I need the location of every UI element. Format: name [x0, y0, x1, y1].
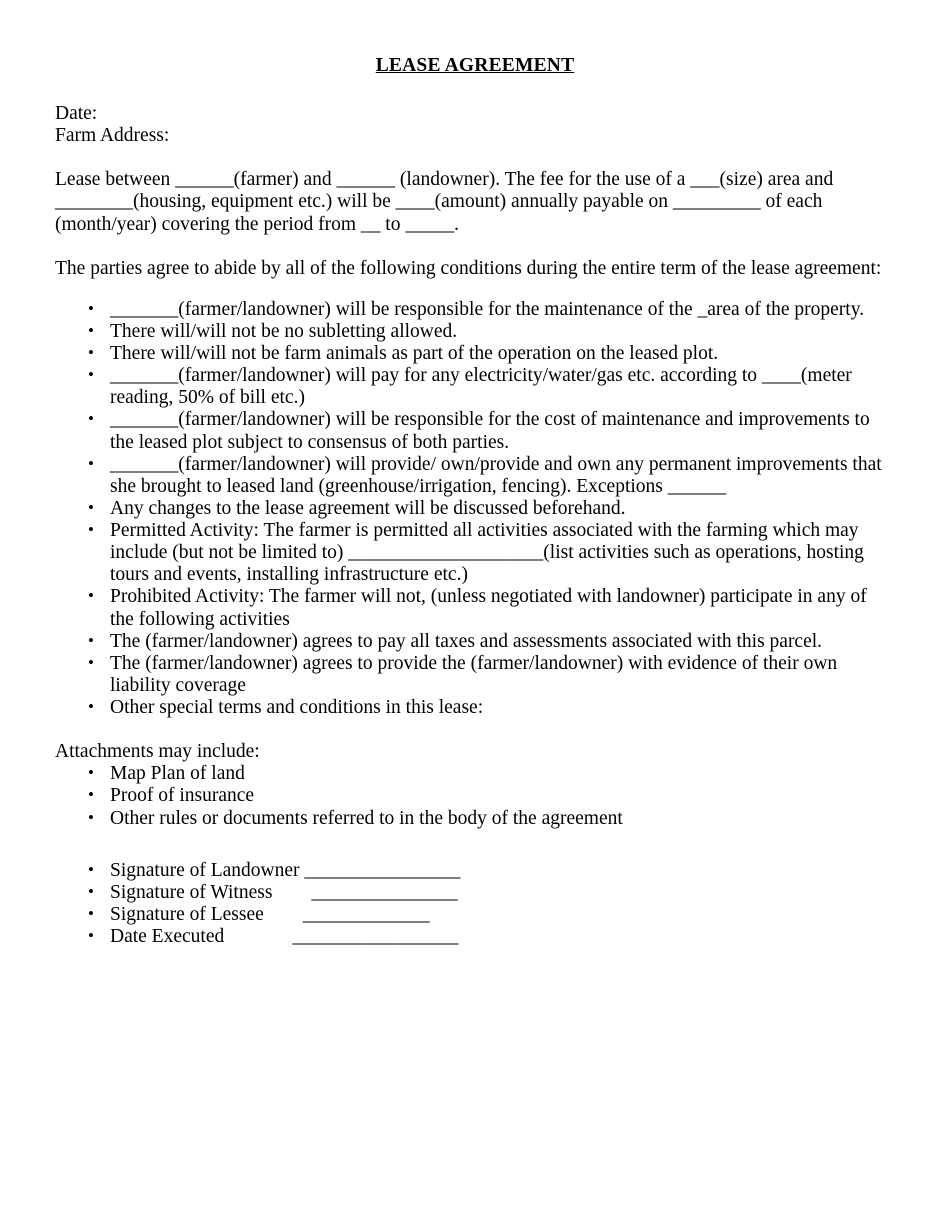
page-title: LEASE AGREEMENT	[375, 55, 575, 76]
signature-row-date-executed	[55, 926, 892, 948]
list-item: • _______(farmer/landowner) will be responsible for the cost of maintenance and improvements to the leased plot subject to consensus of both parties.	[55, 409, 892, 453]
list-item: • There will/will not be no subletting allowed.	[55, 321, 892, 343]
list-item: • There will/will not be farm animals as part of the operation on the leased plot.	[55, 343, 892, 365]
signature-label: Signature of Witness	[110, 881, 312, 903]
signature-label: Signature of Landowner	[110, 859, 305, 881]
list-item: • Permitted Activity: The farmer is permitted all activities associated with the farming which may include (but not be limited to) ____________________(list activities such as operations, hosting tours and events, installing infrastructure etc.)	[55, 520, 892, 586]
signature-label: Signature of Lessee	[110, 903, 303, 925]
list-item: • The (farmer/landowner) agrees to pay all taxes and assessments associated with this parcel.	[55, 631, 892, 653]
signature-row-lessee	[55, 904, 892, 926]
document-body	[0, 103, 950, 948]
list-item: • _______(farmer/landowner) will provide/ own/provide and own any permanent improvements that she brought to leased land (greenhouse/irrigation, fencing). Exceptions ______	[55, 454, 892, 498]
signature-line[interactable]: _______________	[311, 881, 458, 903]
spacer	[0, 77, 950, 103]
list-item: • Any changes to the lease agreement will be discussed beforehand.	[55, 498, 892, 520]
list-item: • Other special terms and conditions in this lease:	[55, 697, 892, 719]
list-item: • Map Plan of land	[55, 763, 892, 785]
conditions-intro: The parties agree to abide by all of the following conditions during the entire term of the lease agreement:	[55, 257, 882, 279]
list-item: • _______(farmer/landowner) will pay for any electricity/water/gas etc. according to ____(meter reading, 50% of bill etc.)	[55, 365, 892, 409]
lease-paragraph: Lease between ______(farmer) and ______ (landowner). The fee for the use of a ___(size) area and ________(housing, equipment etc.) will be ____(amount) annually payable on _________ of each (month/year) covering the period from __ to _____.	[55, 169, 834, 235]
spacer	[55, 719, 892, 741]
field-date: Date:	[55, 103, 98, 124]
signature-row-landowner	[55, 860, 892, 882]
list-item: • Prohibited Activity: The farmer will not, (unless negotiated with landowner) participate in any of the following activities	[55, 586, 892, 630]
signature-row-witness	[55, 882, 892, 904]
signature-line[interactable]: _________________	[292, 926, 459, 947]
spacer	[55, 236, 892, 258]
list-item: • Other rules or documents referred to in the body of the agreement	[55, 808, 892, 830]
list-item: • _______(farmer/landowner) will be responsible for the maintenance of the _area of the property.	[55, 299, 892, 321]
signature-line[interactable]: ________________	[304, 859, 461, 881]
spacer	[55, 280, 892, 299]
conditions-list	[55, 299, 892, 719]
signature-line[interactable]: _____________	[302, 903, 430, 925]
spacer	[55, 830, 892, 860]
spacer	[55, 147, 892, 169]
attachments-intro: Attachments may include:	[55, 741, 260, 763]
list-item: • Proof of insurance	[55, 785, 892, 807]
list-item: • The (farmer/landowner) agrees to provide the (farmer/landowner) with evidence of their own liability coverage	[55, 653, 892, 697]
attachments-list	[55, 763, 892, 829]
signature-list	[55, 860, 892, 949]
field-farm-address: Farm Address:	[55, 125, 170, 147]
signature-label: Date Executed	[110, 926, 293, 947]
